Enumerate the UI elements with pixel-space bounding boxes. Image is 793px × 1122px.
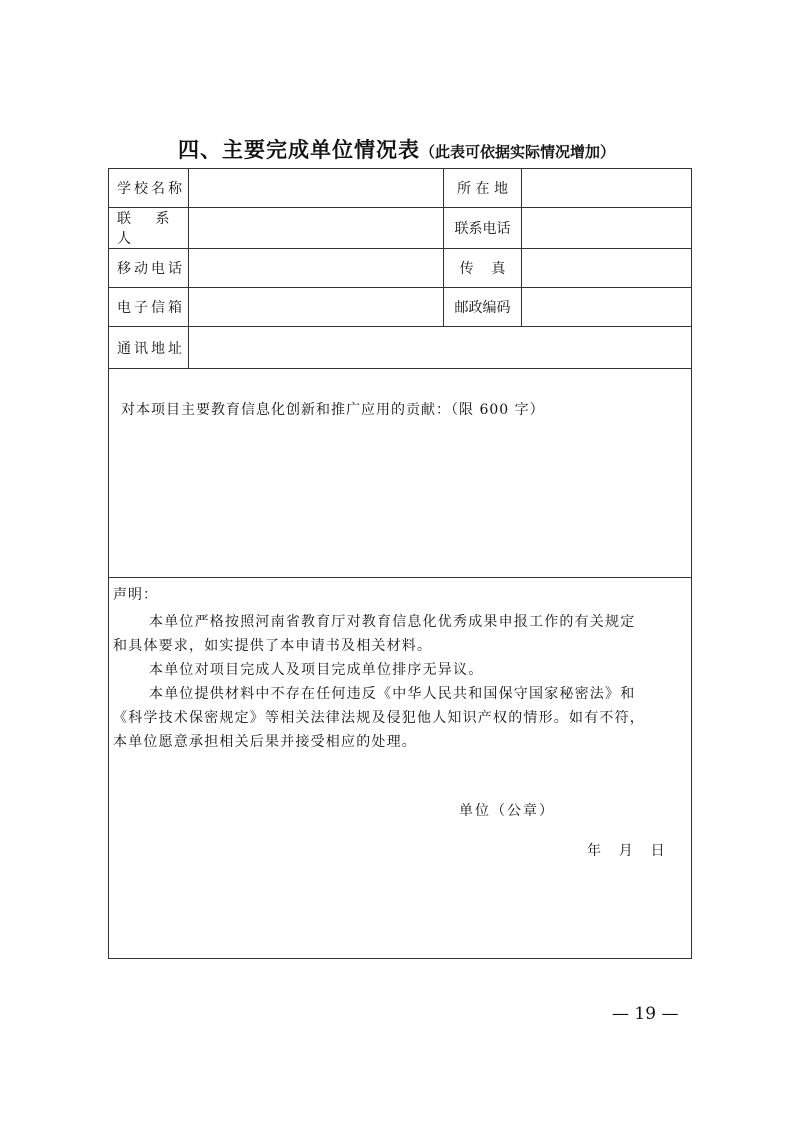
unit-info-table bbox=[108, 168, 692, 959]
address-label: 通讯地址 bbox=[109, 327, 189, 369]
contact-field[interactable] bbox=[189, 208, 444, 249]
location-label: 所 在 地 bbox=[444, 169, 522, 208]
contact-phone-field[interactable] bbox=[522, 208, 692, 249]
school-name-field[interactable] bbox=[189, 169, 444, 208]
address-field[interactable] bbox=[189, 327, 692, 369]
declaration-heading: 声明： bbox=[113, 587, 158, 603]
declaration-row bbox=[109, 578, 692, 959]
declaration-para2: 本单位对项目完成人及项目完成单位排序无异议。 bbox=[149, 662, 484, 678]
table-row bbox=[109, 288, 692, 327]
mobile-field[interactable] bbox=[189, 249, 444, 288]
declaration-para3-line2: 《科学技术保密规定》等相关法律法规及侵犯他人知识产权的情形。如有不符， bbox=[113, 710, 645, 726]
declaration-para1-line2: 和具体要求，如实提供了本申请书及相关材料。 bbox=[113, 638, 433, 654]
contact-label: 联 系 人 bbox=[109, 208, 189, 249]
contribution-field[interactable] bbox=[109, 369, 692, 578]
declaration bbox=[109, 578, 691, 958]
table-row bbox=[109, 249, 692, 288]
fax-field[interactable] bbox=[522, 249, 692, 288]
declaration-cell bbox=[109, 578, 692, 959]
contact-phone-label: 联系电话 bbox=[444, 208, 522, 249]
seal-label: 单位（公章） bbox=[459, 803, 555, 819]
declaration-para1-line1: 本单位严格按照河南省教育厅对教育信息化优秀成果申报工作的有关规定 bbox=[149, 614, 636, 630]
page-number: — 19 — bbox=[612, 1004, 679, 1024]
declaration-para3-line3: 本单位愿意承担相关后果并接受相应的处理。 bbox=[113, 734, 417, 750]
contribution-row bbox=[109, 369, 692, 578]
date-label: 年 月 日 bbox=[587, 843, 665, 859]
contribution-label: 对本项目主要教育信息化创新和推广应用的贡献：（限 600 字） bbox=[121, 402, 545, 418]
table-row bbox=[109, 208, 692, 249]
email-field[interactable] bbox=[189, 288, 444, 327]
table-row bbox=[109, 169, 692, 208]
postcode-field[interactable] bbox=[522, 288, 692, 327]
location-field[interactable] bbox=[522, 169, 692, 208]
title-main: 四、主要完成单位情况表 bbox=[177, 138, 420, 162]
title-note: （此表可依据实际情况增加） bbox=[419, 143, 615, 161]
mobile-label: 移动电话 bbox=[109, 249, 189, 288]
table-row bbox=[109, 327, 692, 369]
postcode-label: 邮政编码 bbox=[444, 288, 522, 327]
fax-label: 传 真 bbox=[444, 249, 522, 288]
page-title bbox=[0, 134, 793, 164]
school-name-label: 学校名称 bbox=[109, 169, 189, 208]
email-label: 电子信箱 bbox=[109, 288, 189, 327]
declaration-para3-line1: 本单位提供材料中不存在任何违反《中华人民共和国保守国家秘密法》和 bbox=[149, 686, 636, 702]
